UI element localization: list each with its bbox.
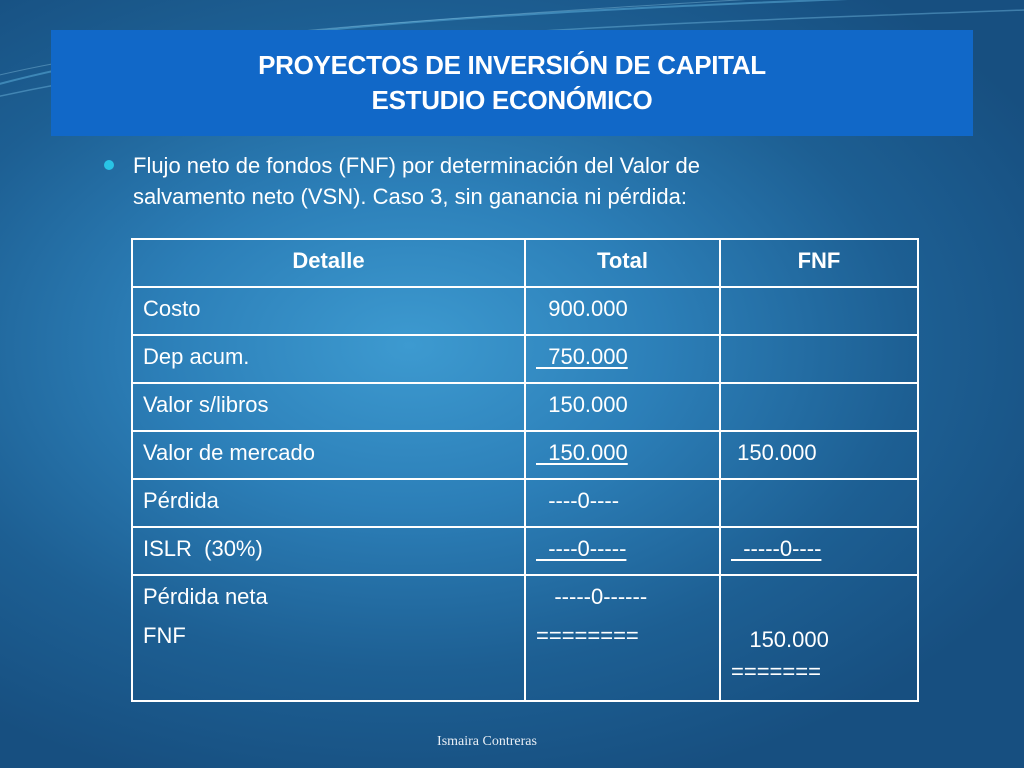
cell-detalle: Costo (132, 287, 525, 335)
table-row (132, 335, 918, 383)
data-table (131, 238, 919, 702)
cell-detalle: Pérdida (132, 479, 525, 527)
cell-fnf-value: -----0---- (731, 536, 822, 561)
cell-total-value: ----0----- (536, 536, 627, 561)
cell-total-line1: -----0------ (536, 584, 648, 609)
slide-subtitle: ESTUDIO ECONÓMICO (371, 85, 653, 115)
cell-total (525, 527, 720, 575)
table-row (132, 383, 918, 431)
cell-fnf (720, 335, 918, 383)
cell-total-line2: ======== (536, 623, 639, 648)
bullet-icon (104, 160, 114, 170)
table-header-row (132, 239, 918, 287)
header-total: Total (525, 239, 720, 287)
cell-total (525, 575, 720, 701)
cell-total-value: 750.000 (536, 344, 628, 369)
cell-fnf (720, 383, 918, 431)
cell-detalle: Dep acum. (132, 335, 525, 383)
cell-fnf (720, 575, 918, 701)
bullet-text-line2: salvamento neto (VSN). Caso 3, sin ganancia ni pérdida: (133, 184, 687, 209)
bullet-point (104, 150, 824, 212)
header-detalle: Detalle (132, 239, 525, 287)
table-row (132, 479, 918, 527)
cell-fnf: 150.000 (720, 431, 918, 479)
header-fnf: FNF (720, 239, 918, 287)
cell-detalle: ISLR (30%) (132, 527, 525, 575)
cell-total-value: 150.000 (536, 440, 628, 465)
cell-detalle: Valor s/libros (132, 383, 525, 431)
cell-detalle-line1: Pérdida neta (143, 584, 268, 609)
cell-detalle (132, 575, 525, 701)
cell-total (525, 335, 720, 383)
footer-author: Ismaira Contreras (437, 734, 537, 749)
cell-total: 150.000 (525, 383, 720, 431)
slide-title: PROYECTOS DE INVERSIÓN DE CAPITAL (258, 50, 766, 80)
table-row (132, 575, 918, 701)
table-row (132, 527, 918, 575)
title-bar (51, 30, 973, 136)
cell-total (525, 431, 720, 479)
bullet-text-line1: Flujo neto de fondos (FNF) por determinación del Valor de (133, 153, 700, 178)
cell-fnf (720, 287, 918, 335)
table-row (132, 287, 918, 335)
cell-detalle-line2: FNF (143, 623, 186, 648)
cell-fnf-line3: ======= (731, 659, 821, 684)
table-row (132, 431, 918, 479)
cell-fnf-line2: 150.000 (731, 627, 829, 652)
cell-total: ----0---- (525, 479, 720, 527)
cell-detalle: Valor de mercado (132, 431, 525, 479)
cell-total: 900.000 (525, 287, 720, 335)
cell-fnf (720, 479, 918, 527)
cell-fnf (720, 527, 918, 575)
bullet-text (133, 150, 700, 212)
